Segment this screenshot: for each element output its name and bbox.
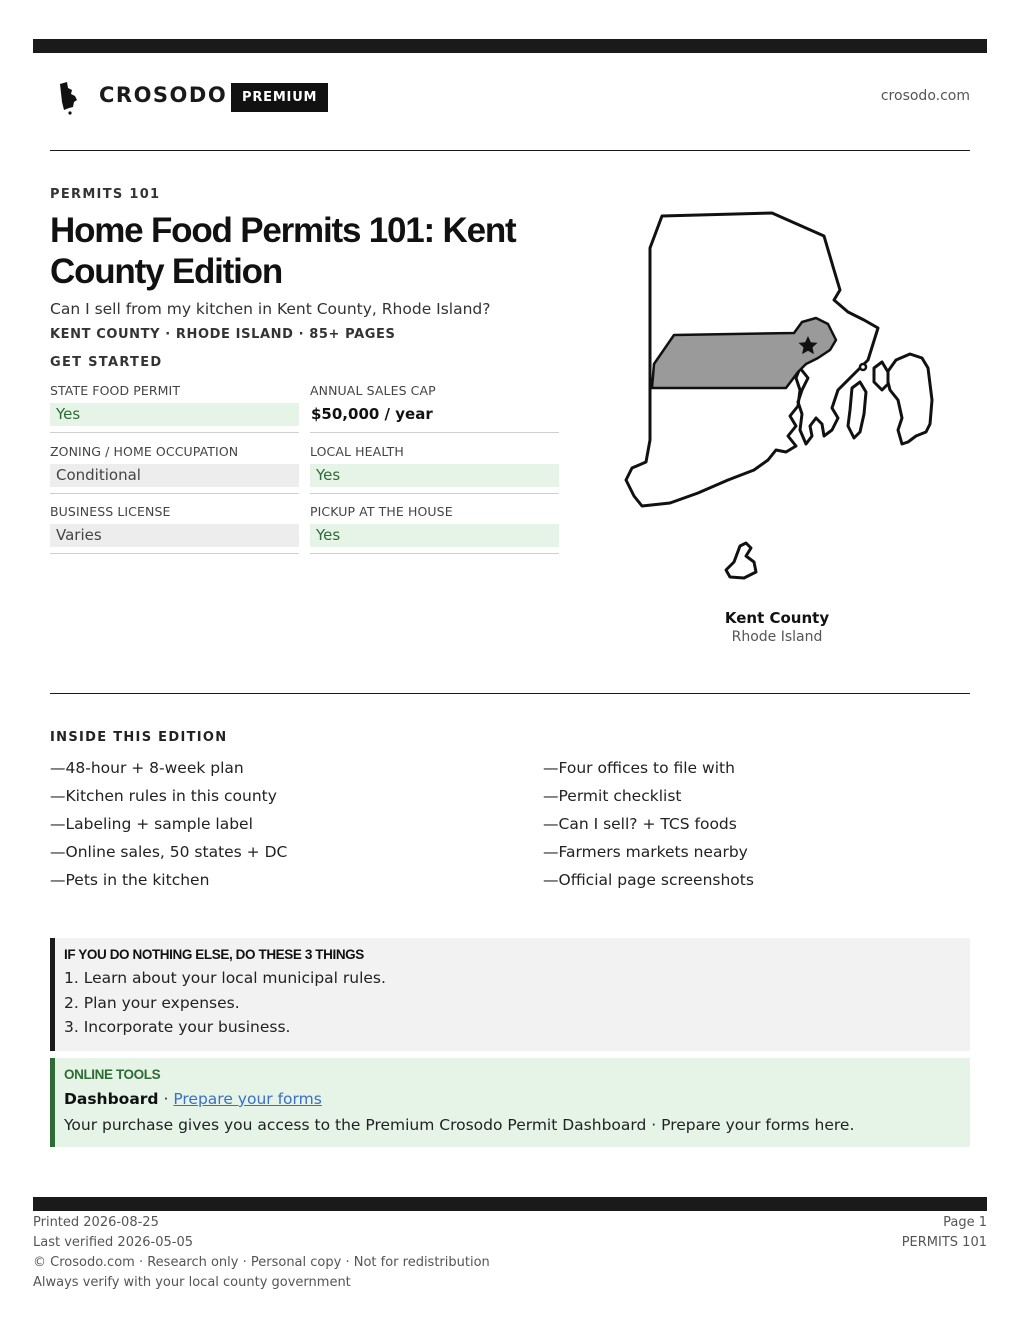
separator: · [158, 1090, 174, 1108]
aquidneck-island [886, 354, 932, 444]
list-item: —Four offices to file with [543, 759, 735, 777]
rhode-island-map [610, 200, 950, 600]
fact-label: ZONING / HOME OCCUPATION [50, 444, 239, 459]
online-tools-callout [50, 1058, 970, 1147]
list-item: —Online sales, 50 states + DC [50, 843, 288, 861]
map-caption-county: Kent County [724, 609, 830, 627]
edition-meta: KENT COUNTY · RHODE ISLAND · 85+ PAGES [50, 327, 396, 342]
small-island [860, 364, 866, 370]
fact-annual-sales-cap [310, 382, 559, 433]
fact-value: Conditional [50, 464, 299, 487]
list-item: —Pets in the kitchen [50, 871, 210, 889]
three-things-callout [50, 938, 970, 1051]
header-divider [50, 150, 970, 151]
dashboard-description: Your purchase gives you access to the Premium Crosodo Permit Dashboard · Prepare your forms here. [64, 1116, 855, 1134]
list-item: —Labeling + sample label [50, 815, 253, 833]
section-divider [50, 693, 970, 694]
fact-label: BUSINESS LICENSE [50, 504, 171, 519]
list-item: —Farmers markets nearby [543, 843, 748, 861]
section-kicker: PERMITS 101 [50, 187, 161, 202]
fact-local-health [310, 443, 559, 494]
fact-zoning [50, 443, 299, 494]
fact-value: Yes [50, 403, 299, 426]
bottom-rule-bar [33, 1197, 987, 1211]
prepare-forms-link[interactable]: Prepare your forms [173, 1090, 322, 1108]
block-island [726, 543, 756, 578]
premium-badge: PREMIUM [231, 83, 328, 112]
fact-label: ANNUAL SALES CAP [310, 383, 436, 398]
verified-date: Last verified 2026-05-05 [33, 1235, 193, 1250]
page-number: Page 1 [943, 1215, 987, 1230]
contents-list-right [543, 757, 963, 897]
footer-left [33, 1213, 490, 1293]
fact-label: LOCAL HEALTH [310, 444, 404, 459]
fact-value: $50,000 / year [311, 405, 433, 423]
fact-label: PICKUP AT THE HOUSE [310, 504, 453, 519]
fact-value: Varies [50, 524, 299, 547]
inside-edition-heading: INSIDE THIS EDITION [50, 730, 228, 745]
conanicut-island [848, 382, 866, 438]
page-title: Home Food Permits 101: Kent County Edition [50, 211, 516, 291]
fact-value: Yes [310, 464, 559, 487]
brand-name: CROSODO [99, 83, 228, 107]
top-rule-bar [33, 39, 987, 53]
printed-date: Printed 2026-08-25 [33, 1215, 159, 1230]
map-caption [680, 609, 874, 645]
online-tools-heading: ONLINE TOOLS [64, 1067, 161, 1082]
fact-business-license [50, 503, 299, 554]
list-item: —48-hour + 8-week plan [50, 759, 244, 777]
callout-heading: IF YOU DO NOTHING ELSE, DO THESE 3 THINGS [64, 947, 364, 962]
verify-note: Always verify with your local county government [33, 1275, 351, 1290]
list-item: —Official page screenshots [543, 871, 754, 889]
callout-step: 1. Learn about your local municipal rules. [64, 969, 386, 987]
list-item: —Kitchen rules in this county [50, 787, 277, 805]
list-item: —Can I sell? + TCS foods [543, 815, 737, 833]
dashboard-label: Dashboard [64, 1090, 159, 1108]
fact-value: Yes [310, 524, 559, 547]
fact-pickup [310, 503, 559, 554]
header [50, 78, 970, 118]
callout-step: 3. Incorporate your business. [64, 1018, 291, 1036]
page-subtitle: Can I sell from my kitchen in Kent County, Rhode Island? [50, 300, 491, 318]
fact-state-food-permit [50, 382, 299, 433]
contents-list-left [50, 757, 470, 897]
list-item: —Permit checklist [543, 787, 682, 805]
footer-right [902, 1213, 987, 1253]
fact-label: STATE FOOD PERMIT [50, 383, 181, 398]
site-url[interactable]: crosodo.com [880, 88, 970, 104]
copyright-notice: © Crosodo.com · Research only · Personal copy · Not for redistribution [33, 1255, 490, 1270]
get-started-heading: GET STARTED [50, 355, 163, 370]
prudence-island [874, 362, 888, 390]
rhode-island-logo-icon [56, 80, 82, 116]
callout-step: 2. Plan your expenses. [64, 993, 240, 1012]
map-caption-state: Rhode Island [731, 629, 823, 645]
footer-section: PERMITS 101 [901, 1235, 987, 1250]
dashboard-line [64, 1087, 970, 1113]
